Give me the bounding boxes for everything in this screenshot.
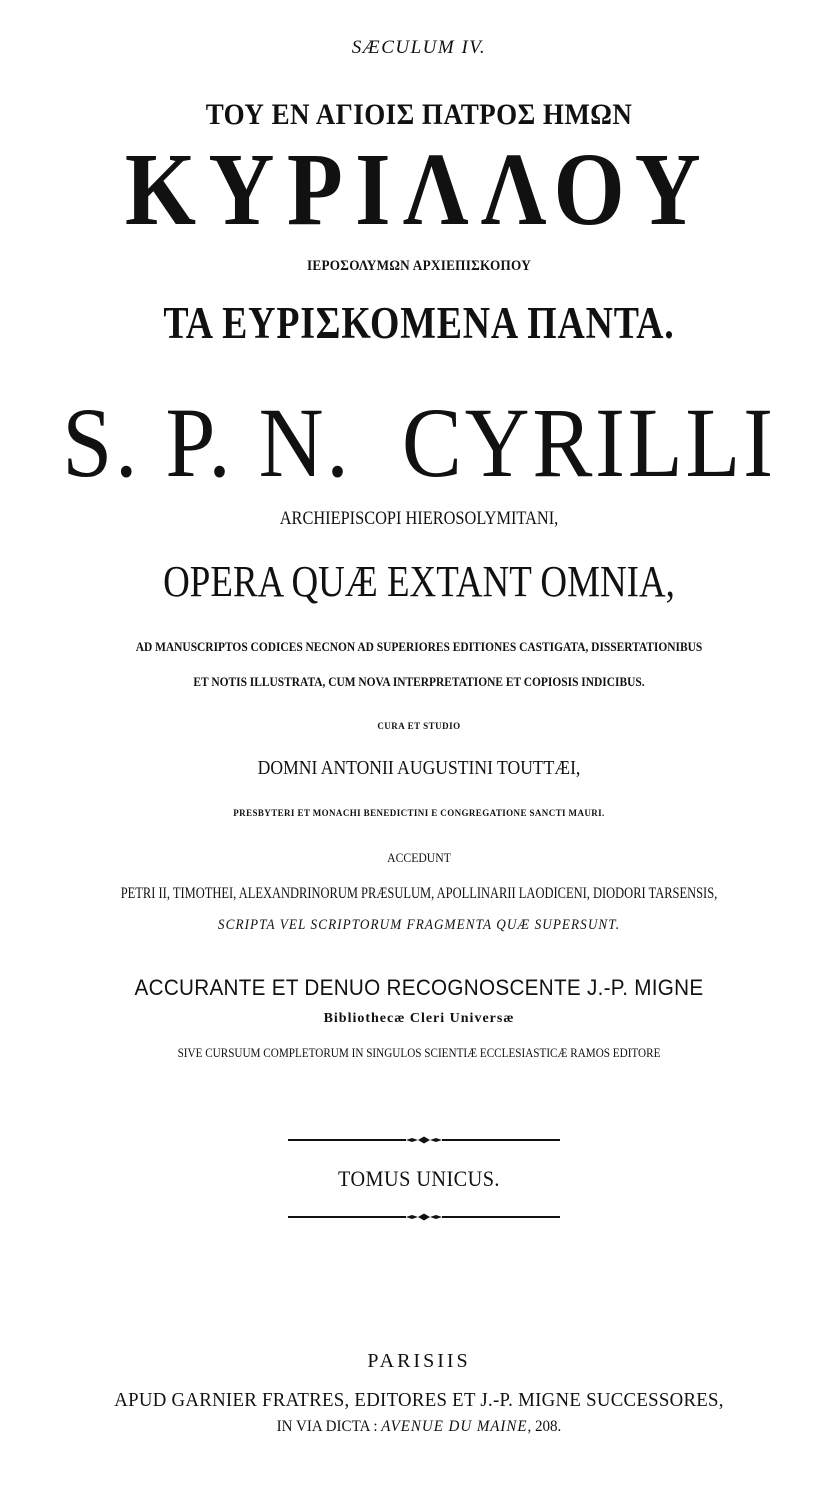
latin-author-name: S. P. N. CYRILLI — [62, 387, 776, 498]
archbishop-line: ARCHIEPISCOPI HIEROSOLYMITANI, — [279, 508, 559, 529]
accedunt-line: ACCEDUNT — [387, 850, 451, 865]
ornament-diamond-icon — [406, 1213, 442, 1221]
additions-italic-line: SCRIPTA VEL SCRIPTORUM FRAGMENTA QUÆ SUPERSUNT. — [217, 917, 621, 933]
cursuum-line: SIVE CURSUUM COMPLETORUM IN SINGULOS SCIENTIÆ ECCLESIASTICÆ RAMOS EDITORE — [177, 1045, 661, 1060]
address-number: , 208. — [527, 1418, 562, 1435]
address-prefix: IN VIA DICTA : — [276, 1418, 378, 1435]
imprint-city: PARISIIS — [367, 1350, 471, 1372]
tomus-unicus: TOMUS UNICUS. — [338, 1166, 500, 1191]
greek-author-name: ΚΥΡΙΛΛΟΥ — [124, 132, 714, 247]
rule-ornament-icon — [288, 1213, 560, 1221]
greek-subtitle: ΙΕΡΟΣΟΛΥΜΩΝ ΑΡΧΙΕΠΙΣΚΟΠΟΥ — [306, 258, 532, 274]
description-line-1: AD MANUSCRIPTOS CODICES NECNON AD SUPERIORES EDITIONES CASTIGATA, DISSERTATIONIBUS — [135, 639, 703, 654]
accurante-line: ACCURANTE ET DENUO RECOGNOSCENTE J.-P. MIGNE — [134, 975, 704, 1000]
editor-description: PRESBYTERI ET MONACHI BENEDICTINI E CONGREGATIONE SANCTI MAURI. — [233, 808, 605, 818]
address-street: AVENUE DU MAINE — [381, 1418, 528, 1435]
ornament-diamond-icon — [406, 1136, 442, 1144]
description-line-2: ET NOTIS ILLUSTRATA, CUM NOVA INTERPRETATIONE ET COPIOSIS INDICIBUS. — [193, 674, 645, 689]
bibliotheca-line: Bibliothecæ Cleri Universæ — [323, 1011, 515, 1026]
greek-works-title: ΤΑ ΕΥΡΙΣΚΟΜΕΝΑ ΠΑΝΤΑ. — [163, 298, 675, 348]
imprint-address — [25, 1419, 813, 1435]
opera-title: OPERA QUÆ EXTANT OMNIA, — [163, 557, 675, 606]
additions-line: PETRI II, TIMOTHEI, ALEXANDRINORUM PRÆSULUM, APOLLINARII LAODICENI, DIODORI TARSENSIS, — [120, 885, 718, 902]
editor-name: DOMNI ANTONII AUGUSTINI TOUTTÆI, — [257, 757, 581, 779]
imprint-publisher: APUD GARNIER FRATRES, EDITORES ET J.-P. MIGNE SUCCESSORES, — [114, 1389, 724, 1411]
greek-title-line: ΤΟΥ ΕΝ ΑΓΙΟΙΣ ΠΑΤΡΟΣ ΗΜΩΝ — [205, 98, 633, 131]
saeculum-heading: SÆCULUM IV. — [351, 37, 487, 58]
rule-ornament-icon — [288, 1136, 560, 1144]
cura-et-studio: CURA ET STUDIO — [377, 721, 461, 731]
